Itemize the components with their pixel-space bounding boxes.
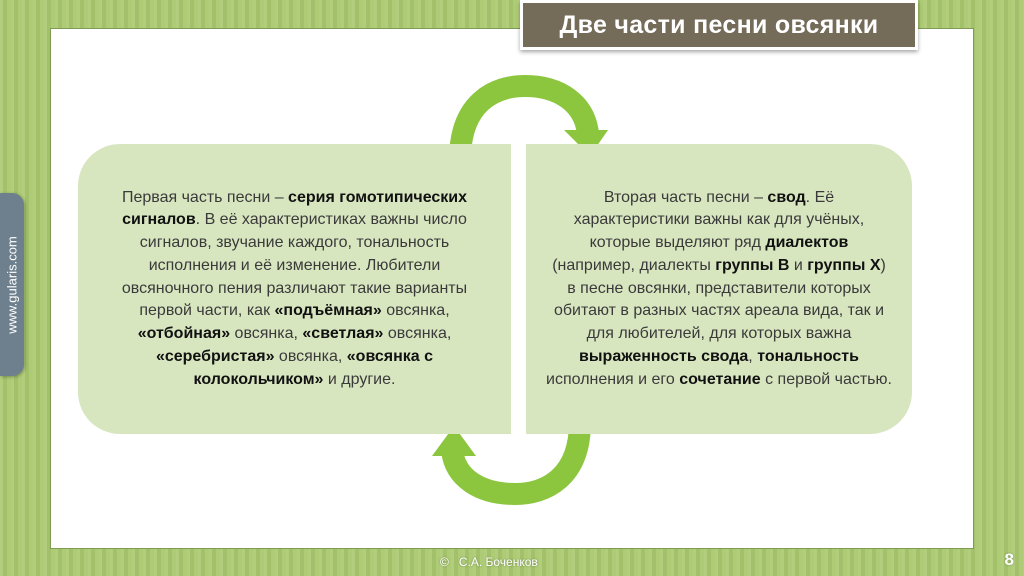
first-part-text: Первая часть песни – серия гомотипических сигналов. В её характеристиках важны число сигналов, звучание каждого, тональность исполнения и её изменение. Любители овсяночного пения различают такие варианты первой части, как «подъёмная» овсянка, «отбойная» овсянка, «светлая» овсянка, «серебристая» овсянка, «овсянка с колокольчиком» и другие.	[121, 188, 468, 388]
slide-title: Две части песни овсянки	[559, 10, 879, 39]
second-part-text: Вторая часть песни – свод. Её характеристики важны как для учёных, которые выделяют ряд диалектов (например, диалекты группы В и группы Х) в песне овсянки, представители которых обитают в разных частях ареала вида, так и для любителей, для которых важна выраженность свода, тональность исполнения и его сочетание с первой частью.	[546, 188, 892, 388]
copyright-icon: ©	[440, 555, 449, 569]
website-side-tab	[0, 193, 24, 376]
first-part-panel	[78, 144, 511, 434]
author-name: С.А. Боченков	[458, 555, 538, 569]
title-banner	[520, 0, 918, 50]
second-part-panel	[526, 144, 912, 434]
website-label: www.gularis.com	[4, 235, 20, 334]
page-number: 8	[1004, 550, 1014, 569]
footer-credit	[440, 555, 538, 569]
